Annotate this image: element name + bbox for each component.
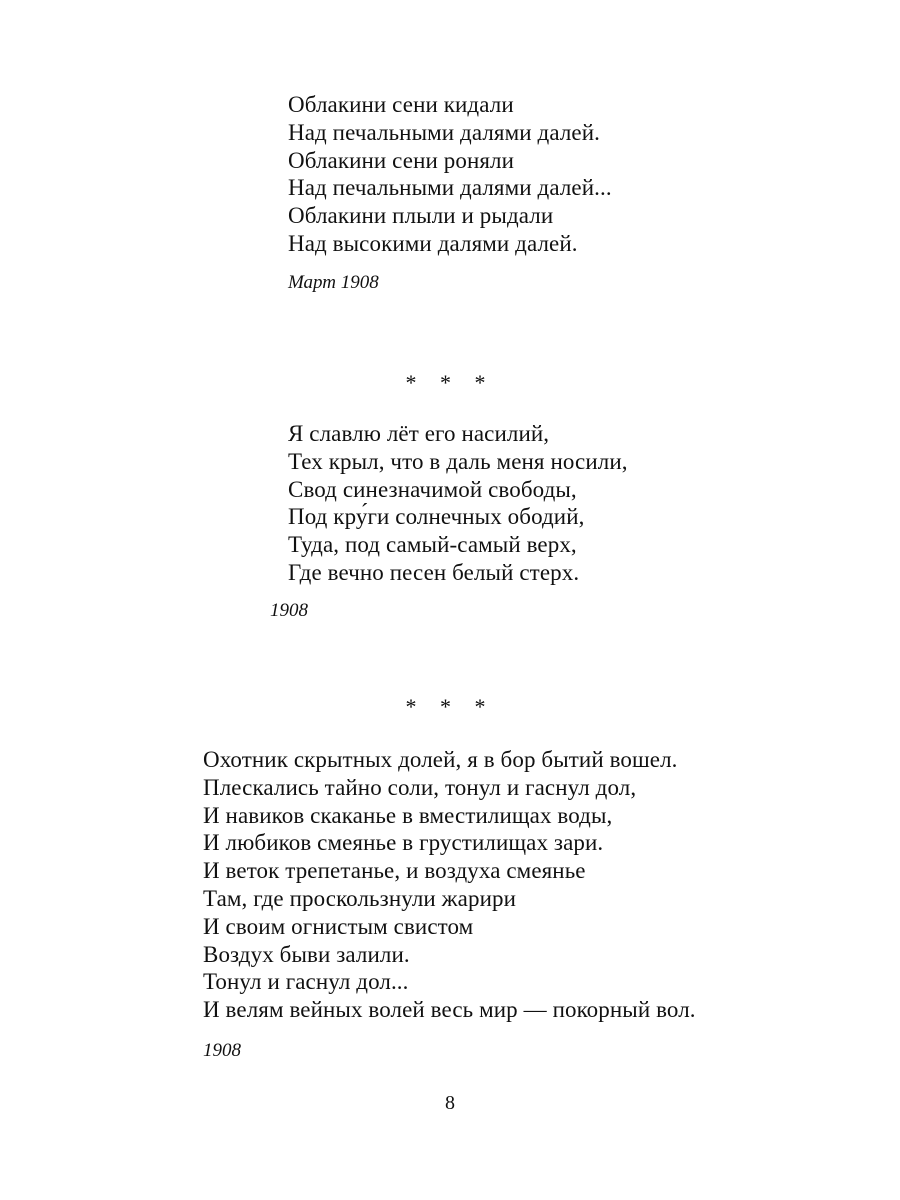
poem-line: Плескались тайно соли, тонул и гаснул дол, [203, 774, 637, 800]
poem-2-separator: * * * [405, 370, 495, 395]
poem-line: Облакини сени роняли [288, 147, 515, 173]
poem-line: Облакини сени кидали [288, 92, 514, 117]
poem-line: Я славлю лёт его насилий, [288, 421, 550, 446]
poem-line: Свод синезначимой свободы, [288, 476, 577, 502]
poem-line: Над печальными далями далей... [288, 175, 612, 201]
poem-line: Туда, под самый-самый верх, [288, 532, 577, 558]
poem-line: Охотник скрытных долей, я в бор бытий вошел. [203, 747, 678, 772]
poem-line: Под кру́ги солнечных ободий, [288, 504, 585, 530]
poem-3-date: 1908 [203, 1040, 241, 1061]
poem-line: Облакини плыли и рыдали [288, 203, 554, 229]
poem-2-date: 1908 [270, 600, 308, 621]
poem-line: Где вечно песен белый стерх. [288, 559, 580, 585]
poem-line: И веток трепетанье, и воздуха смеянье [203, 858, 586, 884]
poem-line: И любиков смеянье в грустилищах зари. [203, 830, 604, 856]
poem-line: И навиков скаканье в вместилищах воды, [203, 802, 613, 828]
poem-line: Над печальными далями далей. [288, 119, 600, 145]
poem-line: Тонул и гаснул дол... [203, 969, 409, 995]
poem-line: Воздух быви залили. [203, 941, 410, 967]
poem-1 [288, 91, 612, 258]
page-number: 8 [445, 1092, 455, 1114]
poem-line: Тех крыл, что в даль меня носили, [288, 448, 628, 474]
poem-line: И велям вейных волей весь мир — покорный вол. [203, 997, 696, 1023]
poem-3-separator: * * * [405, 694, 495, 719]
poem-line: И своим огнистым свистом [203, 913, 474, 939]
poem-2 [288, 420, 628, 587]
poem-line: Там, где проскользнули жарири [203, 885, 516, 911]
poem-line: Над высокими далями далей. [288, 230, 578, 256]
poem-1-date: Март 1908 [288, 272, 379, 293]
poem-3 [203, 746, 696, 1024]
